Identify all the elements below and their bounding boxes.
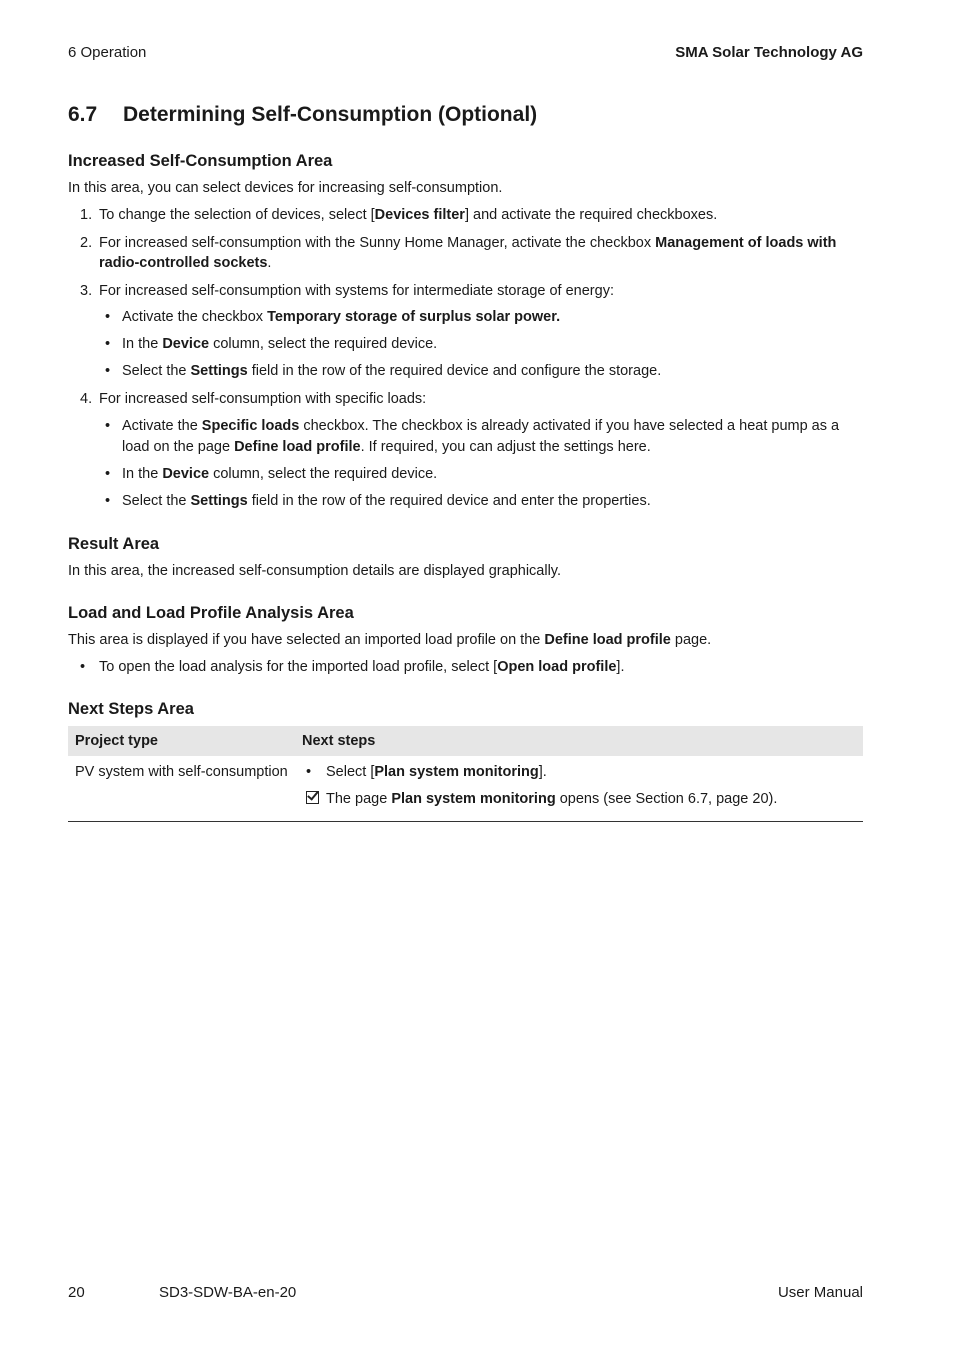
step-number: 1. <box>80 207 93 223</box>
column-header: Next steps <box>295 726 863 756</box>
table-cell-next-steps <box>295 756 863 822</box>
result-text: In this area, the increased self-consumption details are displayed graphically. <box>68 562 561 579</box>
load-bullets <box>68 657 863 678</box>
step-number: 4. <box>80 391 93 407</box>
item-text: Activate the checkbox <box>122 309 268 325</box>
step-4-bullets <box>99 416 863 512</box>
item-text: This area is displayed if you have selected an imported load profile on the <box>68 631 545 648</box>
item-text: The page <box>326 790 392 807</box>
table-header-row <box>68 726 863 756</box>
item-text: To open the load analysis for the imported load profile, select [ <box>99 658 498 675</box>
list-item: • Select the Settings field in the row of the required device and configure the storage. <box>105 363 662 379</box>
step-number: 2. <box>80 234 93 251</box>
item-text: Select [ <box>326 763 375 780</box>
step-bold: Devices filter <box>374 207 465 223</box>
page-content <box>68 100 863 822</box>
step-text: . <box>267 255 272 271</box>
next-steps-table <box>68 726 863 822</box>
result-heading: Result Area <box>68 534 160 553</box>
item-text: Activate the <box>122 417 202 434</box>
next-step-action: • Select [Plan system monitoring]. <box>306 763 547 780</box>
footer-page-number: 20 <box>68 1284 85 1301</box>
list-item: • In the Device column, select the required device. <box>105 336 438 352</box>
footer-manual: User Manual <box>777 1284 863 1301</box>
item-text: In the <box>122 465 163 482</box>
step-text: For increased self-consumption with specific loads: <box>99 391 427 407</box>
item-text: column, select the required device. <box>209 336 438 352</box>
item-bold: Device <box>162 465 210 482</box>
step-text: To change the selection of devices, select [ <box>99 207 375 223</box>
section-number: 6.7 <box>68 103 98 126</box>
item-bold: Define load profile <box>544 631 671 648</box>
checkmark-icon <box>306 791 319 804</box>
list-item: • Select the Settings field in the row of the required device and enter the properties. <box>105 492 651 509</box>
list-item: • Activate the Specific loads checkbox. The checkbox is already activated if you have selected a heat pump as a load on the page Define load profile. If required, you can adjust the settings here. <box>105 417 840 455</box>
item-bold: Device <box>162 336 210 352</box>
step-4 <box>68 389 863 512</box>
load-heading: Load and Load Profile Analysis Area <box>68 603 354 622</box>
table-cell-project-type: PV system with self-consumption <box>68 756 295 822</box>
increased-steps <box>68 205 863 512</box>
list-item: • In the Device column, select the required device. <box>105 465 438 482</box>
item-bold: Plan system monitoring <box>374 763 539 780</box>
item-text: ]. <box>616 658 625 675</box>
step-text: For increased self-consumption with the Sunny Home Manager, activate the checkbox <box>99 234 656 251</box>
item-text: page. <box>670 631 712 648</box>
step-text: ] and activate the required checkboxes. <box>464 207 718 223</box>
item-bold: Settings <box>190 492 248 509</box>
item-text: opens (see Section 6.7, page 20). <box>555 790 778 807</box>
load-text <box>68 630 863 651</box>
item-text: field in the row of the required device and configure the storage. <box>247 363 662 379</box>
next-steps-heading: Next Steps Area <box>68 699 194 718</box>
increased-intro: In this area, you can select devices for increasing self-consumption. <box>68 180 503 196</box>
item-bold: Open load profile <box>497 658 617 675</box>
item-bold: Define load profile <box>234 438 361 455</box>
table-row <box>68 756 863 822</box>
item-bold: Settings <box>190 363 248 379</box>
item-text: In the <box>122 336 163 352</box>
column-header: Project type <box>68 726 295 756</box>
header-company: SMA Solar Technology AG <box>675 44 863 61</box>
item-text: column, select the required device. <box>209 465 438 482</box>
section-title-text: Determining Self-Consumption (Optional) <box>123 103 538 126</box>
item-text: Select the <box>122 363 191 379</box>
list-item: • To open the load analysis for the imported load profile, select [Open load profile]. <box>80 658 625 675</box>
item-text: checkbox. The checkbox is already activated if you have selected a heat pump as a load on the page <box>122 417 840 455</box>
step-3-bullets <box>99 307 863 382</box>
step-1 <box>68 205 863 226</box>
item-text: Select the <box>122 492 191 509</box>
item-bold: Plan system monitoring <box>391 790 556 807</box>
item-text: . If required, you can adjust the settings here. <box>360 438 651 455</box>
item-text: ]. <box>538 763 547 780</box>
step-2 <box>68 233 863 274</box>
item-bold: Temporary storage of surplus solar power. <box>267 309 561 325</box>
list-item: • Activate the checkbox Temporary storage of surplus solar power. <box>105 309 561 325</box>
step-3 <box>68 281 863 383</box>
section-title <box>68 100 863 130</box>
item-text: field in the row of the required device and enter the properties. <box>247 492 651 509</box>
next-step-result <box>302 789 856 810</box>
increased-heading: Increased Self-Consumption Area <box>68 152 333 170</box>
header-chapter: 6 Operation <box>68 44 147 61</box>
step-text: For increased self-consumption with systems for intermediate storage of energy: <box>99 282 614 299</box>
footer-doc-code: SD3-SDW-BA-en-20 <box>159 1284 297 1301</box>
step-number: 3. <box>80 282 93 299</box>
item-bold: Specific loads <box>201 417 300 434</box>
step-bold: Management of loads with radio-controlled sockets <box>99 234 837 271</box>
